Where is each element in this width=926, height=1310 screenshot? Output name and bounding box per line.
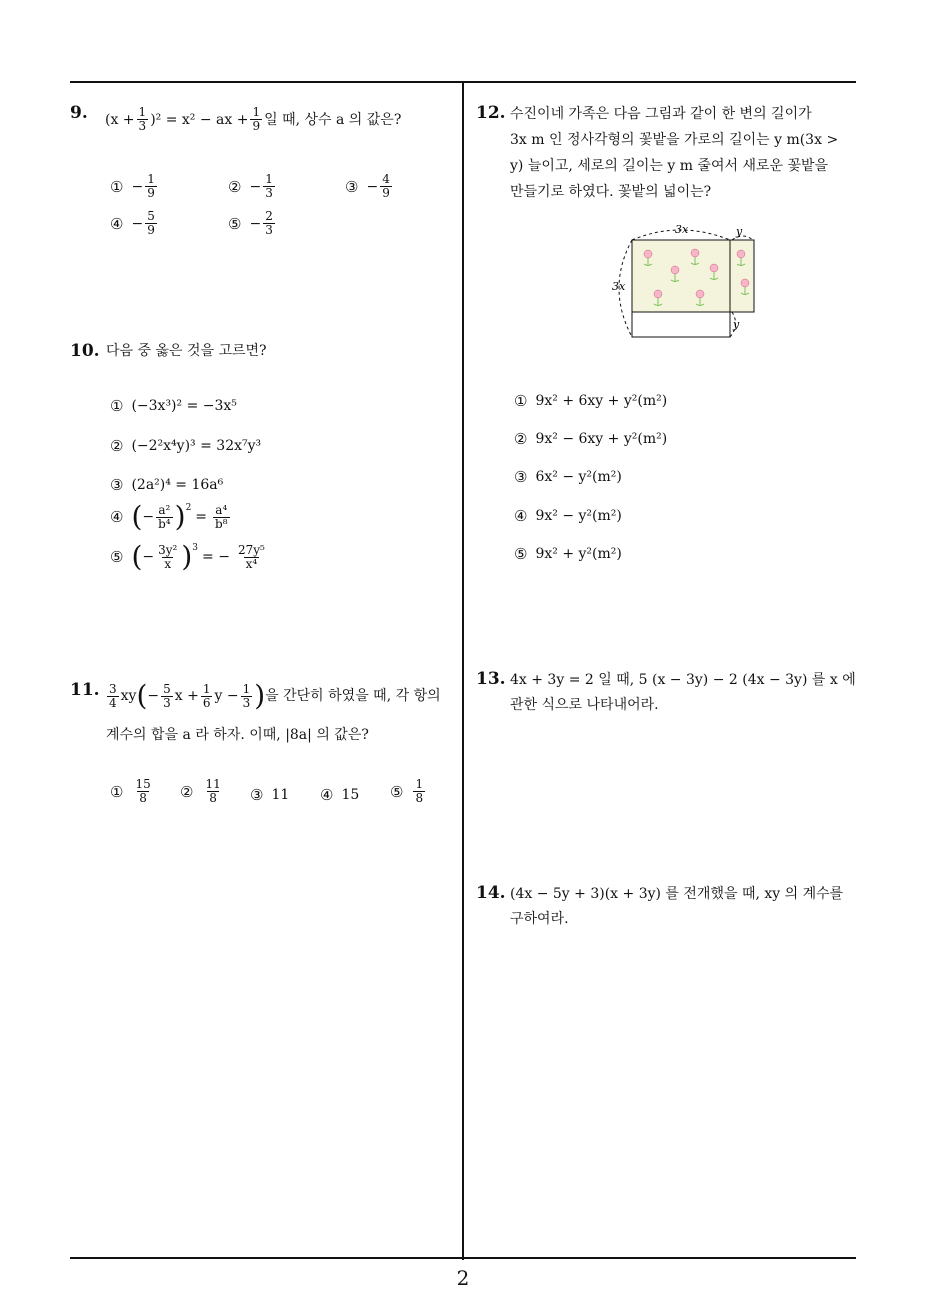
q14-stem-line1: (4x − 5y + 3)(x + 3y) 를 전개했을 때, xy 의 계수를	[510, 886, 844, 902]
q11-choice-5[interactable]: ⑤ $\frac{1}{8}$	[390, 777, 424, 805]
q9-choice-2[interactable]: ② − $\frac{1}{3}$	[228, 172, 273, 200]
q12-choice-5[interactable]: ⑤ 9x² + y²(m²)	[514, 545, 622, 563]
q10-choice-4[interactable]: ④ ( − $\frac{\text{a²}}{\text{b⁴}}$ ) 2 = $\frac{\text{a⁴}}{\text{b⁸}}$	[110, 500, 228, 533]
q11-choice-3[interactable]: ③ 11	[250, 786, 290, 804]
q12-garden-figure	[600, 218, 770, 348]
q14-stem-line2: 구하여라.	[510, 911, 569, 927]
q10-choice-5[interactable]: ⑤ ( − $\frac{\text{3y²}}{x}$ ) 3 = − $\frac{\text{27y⁵}}{\text{x⁴}}$	[110, 540, 265, 573]
page-number: 2	[456, 1266, 470, 1290]
q12-number: 12.	[476, 103, 506, 123]
figure-label-left: 3x	[612, 280, 626, 293]
q11-number: 11.	[70, 680, 100, 700]
q12-choice-1[interactable]: ① 9x² + 6xy + y²(m²)	[514, 392, 668, 410]
q11-choice-2[interactable]: ② $\frac{11}{8}$	[180, 777, 221, 805]
figure-label-bottom-right: y	[733, 318, 740, 331]
q11-choice-4[interactable]: ④ 15	[320, 786, 360, 804]
bottom-rule	[70, 1257, 856, 1259]
figure-label-top: 3x	[675, 223, 689, 236]
q10-choice-2[interactable]: ② (−2²x⁴y)³ = 32x⁷y³	[110, 437, 262, 455]
q10-stem: 다음 중 옳은 것을 고르면?	[106, 343, 267, 359]
q10-number: 10.	[70, 341, 100, 361]
q13-stem-line2: 관한 식으로 나타내어라.	[510, 697, 659, 713]
q9-choice-3[interactable]: ③ − $\frac{4}{9}$	[345, 172, 390, 200]
figure-label-top-right: y	[736, 225, 743, 238]
q11-choice-1[interactable]: ① $\frac{15}{8}$	[110, 777, 151, 805]
q9-tail: 일 때, 상수 a 의 값은?	[264, 111, 402, 128]
column-divider	[462, 83, 464, 1260]
q12-choice-3[interactable]: ③ 6x² − y²(m²)	[514, 468, 622, 486]
q12-stem-line2: 3x m 인 정사각형의 꽃밭을 가로의 길이는 y m(3x >	[510, 132, 839, 148]
q12-choice-2[interactable]: ② 9x² − 6xy + y²(m²)	[514, 430, 668, 448]
q13-stem-line1: 4x + 3y = 2 일 때, 5 (x − 3y) − 2 (4x − 3y) 를 x 에	[510, 672, 856, 688]
q9-choice-1[interactable]: ① − $\frac{1}{9}$	[110, 172, 155, 200]
q9-lhs-rest: )² = x² − ax +	[150, 111, 249, 128]
q9-lhs: (x +	[105, 111, 135, 128]
q14-number: 14.	[476, 883, 506, 903]
q12-stem-line3: y) 늘이고, 세로의 길이는 y m 줄여서 새로운 꽃밭을	[510, 158, 829, 174]
q10-choice-1[interactable]: ① (−3x³)² = −3x⁵	[110, 397, 237, 415]
q9-rhs-fraction: $\frac{1}{9}$	[252, 105, 261, 133]
q10-choice-3[interactable]: ③ (2a²)⁴ = 16a⁶	[110, 476, 224, 494]
q11-stem-line1: $\frac{3}{4}$ xy ( − $\frac{5}{3}$ x + $\frac{1}{6}$ y − $\frac{1}{3}$ ) 을 간단히 하였을 때, 각 항의	[109, 679, 441, 712]
q9-choice-4[interactable]: ④ − $\frac{5}{9}$	[110, 209, 155, 237]
q12-choice-4[interactable]: ④ 9x² − y²(m²)	[514, 507, 622, 525]
q11-stem-line2: 계수의 합을 a 라 하자. 이때, |8a| 의 값은?	[106, 727, 369, 743]
q9-number: 9.	[70, 103, 88, 123]
q13-number: 13.	[476, 669, 506, 689]
q9-stem	[105, 106, 401, 133]
q9-choice-5[interactable]: ⑤ − $\frac{2}{3}$	[228, 209, 273, 237]
q12-stem-line4: 만들기로 하였다. 꽃밭의 넓이는?	[510, 184, 712, 200]
q12-stem-line1: 수진이네 가족은 다음 그림과 같이 한 변의 길이가	[510, 106, 812, 122]
q9-lhs-fraction: $\frac{1}{3}$	[138, 105, 147, 133]
